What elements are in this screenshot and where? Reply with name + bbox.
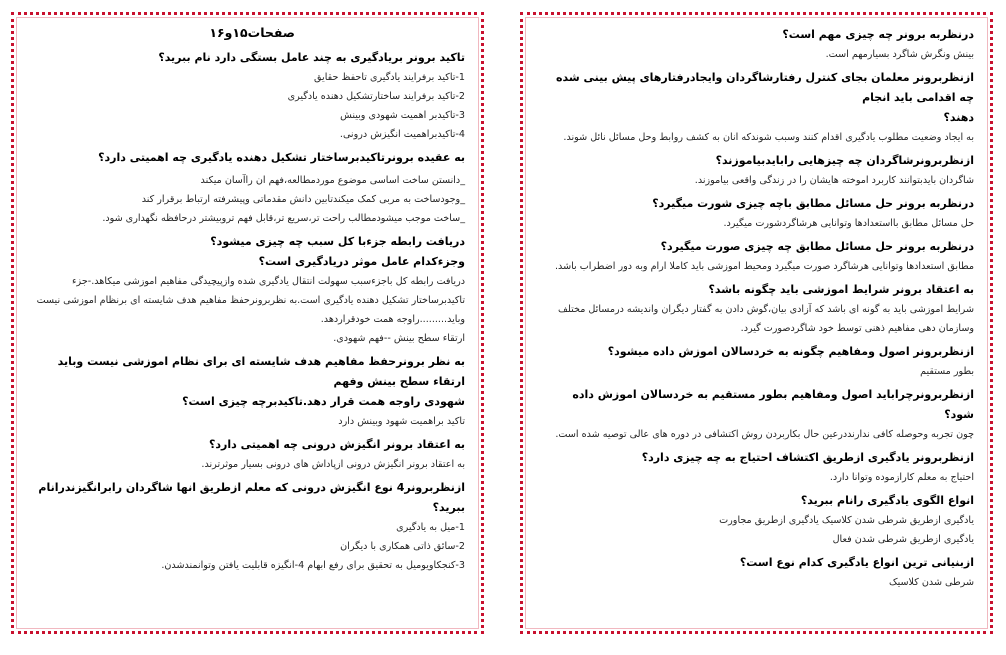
answer-line: _دانستن ساخت اساسی موضوع موردمطالعه،فهم ان راآسان میکند [200, 175, 465, 186]
qa-block [541, 237, 974, 276]
answer-line: تاکید براهمیت شهود وبینش دارد [338, 416, 465, 427]
question-line: ازبنیانی ترین انواع یادگیری کدام نوع است؟ [739, 556, 974, 569]
qa-block [32, 352, 465, 431]
answer-line: وباید.........راوجه همت خودقراردهد. [320, 314, 465, 325]
question-line: تاکید برونر بریادگیری به چند عامل بستگی دارد نام ببرید؟ [158, 51, 465, 64]
qa-block [32, 435, 465, 474]
answer-line: یادگیری ازطریق شرطی شدن کلاسیک یادگیری ازطریق مجاورت [719, 515, 974, 526]
qa-block [541, 491, 974, 549]
answer-line: 3-کنجکاویومیل به تحقیق برای رفع ابهام 4-انگیزه قابلیت یافتن وتوانمندشدن. [161, 560, 465, 571]
answer-line: 3-تاکیدبر اهمیت شهودی وبینش [340, 110, 465, 121]
qa-block [32, 478, 465, 575]
question-line: به اعتقاد برونر انگیزش درونی چه اهمیتی دارد؟ [209, 438, 465, 451]
question-line: ازنظربرونر معلمان بجای کنترل رفتارشاگردان وایجادرفتارهای پیش بینی شده چه اقدامی باید انجام [556, 71, 974, 104]
answer-line: یادگیری ازطریق شرطی شدن فعال [832, 534, 974, 545]
answer-line: 2-تاکید برفرایند ساختارتشکیل دهنده یادگیری [287, 91, 465, 102]
answer-line: وسازمان دهی مفاهیم ذهنی توسط خود شاگردصورت گیرد. [740, 323, 974, 334]
question-line: ازنظربرونر اصول ومفاهیم چگونه به خردسالان اموزش داده میشود؟ [607, 345, 974, 358]
answer-line: شرطی شدن کلاسیک [889, 577, 974, 588]
question-line: ازنظربرونرچرابايد اصول ومفاهيم بطور مستقيم به خردسالان اموزش داده شود؟ [572, 388, 974, 421]
qa-block [541, 553, 974, 592]
answer-line: دریافت رابطه کل باجزءسبب سهولت انتقال یادگیری شده وازپیچیدگی مفاهیم اموزشی میکاهد.-جزء [72, 276, 465, 287]
answer-line: 1-میل به یادگیری [396, 522, 465, 533]
qa-block [541, 342, 974, 381]
question-line: درنظربه برونر حل مسائل مطابق چه چیزی صورت میگیرد؟ [660, 240, 974, 253]
answer-line: چون تجربه وحوصله کافی ندارنددرعین حال بکاربردن روش اکتشافی در دوره های عالی توصیه شده است. [555, 429, 974, 440]
answer-line: _ساخت موجب میشودمطالب راحت تر،سریع تر،قابل فهم تروبیشتر درحافظه نگهداری شود. [102, 213, 465, 224]
qa-block [541, 25, 974, 64]
qa-block [32, 48, 465, 144]
answer-line: به اعتقاد برونر انگیزش درونی ازپاداش های درونی بسیار موثرترند. [201, 459, 465, 470]
qa-block [541, 151, 974, 190]
answer-line: بطور مستقیم [920, 366, 974, 377]
question-line: ازنظربرونر4 نوع انگیزش درونی که معلم ازطریق انها شاگردان رابرانگیزندرانام ببرید؟ [38, 481, 465, 514]
answer-line: 4-تاکیدبراهمیت انگیزش درونی. [339, 129, 465, 140]
qa-block [32, 148, 465, 228]
answer-line: تاکیدبرساختار تشکیل دهنده یادگیری است.به نظربرونرحفظ مفاهیم هدف شایسته ای برنظام اموزشی نیست [36, 295, 465, 306]
question-line: به نظر برونرحفظ مفاهیم هدف شایسته ای برای نظام اموزشی نیست وباید ارتقاء سطح بینش وفهم [57, 355, 465, 388]
qa-block [32, 232, 465, 348]
answer-line: مطابق استعدادها وتوانایی هرشاگرد صورت میگیرد ومحیط اموزشی باید کاملا ارام وبه دور اضطراب باشد. [555, 261, 974, 272]
question-line: ازنظربرونر یادگیری ازطریق اکتشاف احتیاج به چه چیزی دارد؟ [641, 451, 974, 464]
answer-line: 2-سائق ذاتی همکاری با دیگران [340, 541, 465, 552]
answer-line: بینش ونگرش شاگرد بسیارمهم است. [825, 49, 974, 60]
question-line: به عقیده برونرتاکیدبرساختار تشکیل دهنده یادگیری چه اهمیتی دارد؟ [98, 151, 465, 164]
document-page-right [520, 12, 993, 634]
answer-line: حل مسائل مطابق بااستعدادها وتوانایی هرشاگردشورت میگیرد. [723, 218, 974, 229]
question-line: درنظربه برونر حل مسائل مطابق باچه چیزی شورت میگیرد؟ [652, 197, 974, 210]
question-line: انواع الگوی یادگیری رانام ببرید؟ [800, 494, 974, 507]
answer-line: 1-تاکید برفرایند یادگیری تاحفظ حقایق [314, 72, 465, 83]
qa-block [541, 68, 974, 147]
answer-line: شاگردان بایدبتوانند کاربرد اموخته هایشان را در زندگی واقعی بیاموزند. [694, 175, 974, 186]
answer-line: ارتقاء سطح بینش --فهم شهودی. [333, 333, 465, 344]
answer-line: _وجودساخت به مربی کمک میکندتابین دانش مقدماتی وپیشرفته ارتباط برقرار کند [141, 194, 465, 205]
question-line: دریافت رابطه جزءبا کل سبب چه چیزی میشود؟ [210, 235, 465, 248]
question-line: به اعتقاد برونر شرایط اموزشی باید چگونه باشد؟ [708, 283, 974, 296]
question-line: وجزءکدام عامل موثر دریادگیری است؟ [258, 255, 465, 268]
answer-line: شرایط اموزشی باید به گونه ای باشد که آزادی بیان،گوش دادن به گفتار دیگران واندیشه درمسائل مختلف [558, 304, 974, 315]
answer-line: به ایجاد وضعیت مطلوب یادگیری اقدام کنند وسبب شوندکه انان به کشف روابط وحل مسائل نائل شوند. [563, 132, 974, 143]
qa-block [541, 194, 974, 233]
question-line: ازنظربرونرشاگردان چه چیزهایی رابایدبیاموزند؟ [715, 154, 974, 167]
document-page-left [11, 12, 484, 634]
qa-block [541, 385, 974, 444]
question-line: شهودی راوجه همت قرار دهد.تاکیدبرچه چیزی است؟ [182, 395, 465, 408]
question-line: دهند؟ [943, 111, 974, 124]
answer-line: احتیاج به معلم کارازموده وتوانا دارد. [829, 472, 974, 483]
page-title: صفحات۱۵و۱۶ [209, 25, 295, 40]
question-line: درنظربه برونر چه چیزی مهم است؟ [782, 28, 974, 41]
qa-block [541, 448, 974, 487]
qa-block [541, 280, 974, 338]
